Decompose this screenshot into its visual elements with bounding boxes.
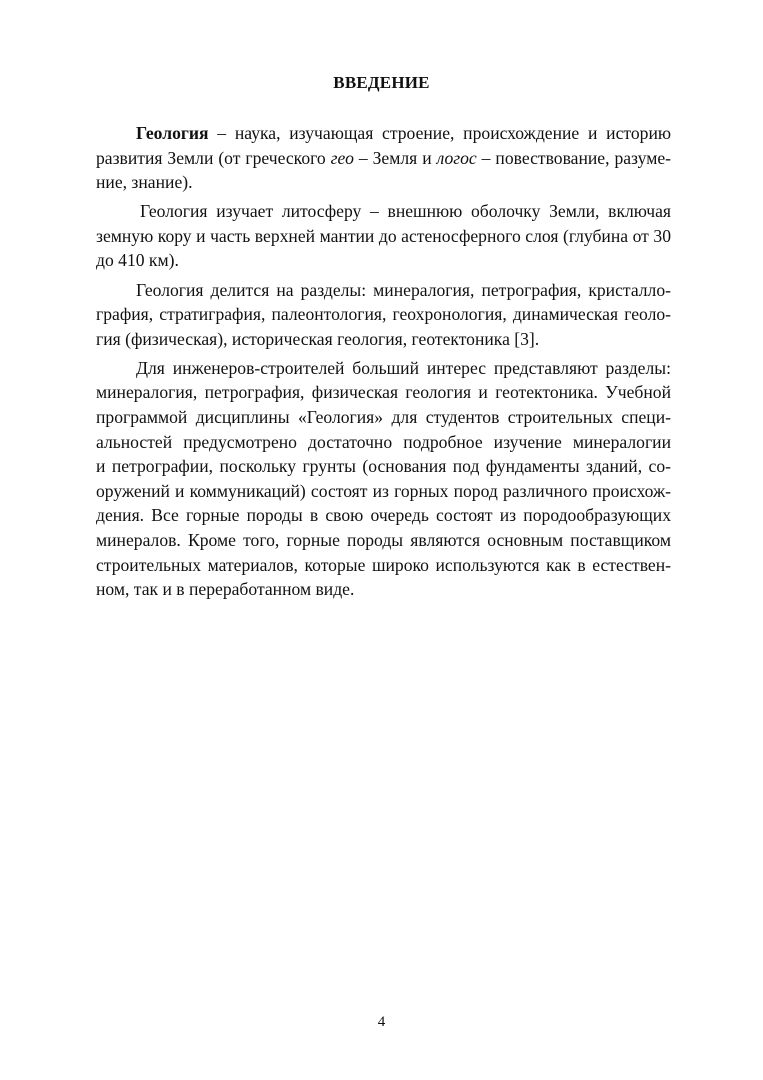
- paragraph-line: программой дисциплины «Геология» для студентов строительных специ-: [96, 407, 671, 428]
- term-italic: логос: [436, 147, 477, 168]
- paragraph-line: ном, так и в переработанном виде.: [96, 579, 355, 600]
- paragraph-line: минералов. Кроме того, горные породы являются основным поставщиком: [96, 530, 671, 550]
- paragraph-line: дения. Все горные породы в свою очередь состоят из породообразующих: [96, 505, 671, 526]
- paragraph-4: [96, 356, 671, 602]
- paragraph-line: и петрографии, поскольку грунты (основания под фундаменты зданий, со-: [96, 456, 671, 477]
- paragraph-line: Геология изучает литосферу – внешнюю оболочку Земли, включая: [140, 201, 671, 222]
- paragraph-line: Геология делится на разделы: минералогия, петрография, кристалло-: [136, 279, 671, 300]
- paragraph-line: Для инженеров-строителей больший интерес представляют разделы:: [136, 357, 671, 378]
- paragraph-line: ние, знание).: [96, 172, 193, 193]
- paragraph-line: до 410 км).: [96, 250, 179, 271]
- page-title: ВВЕДЕНИЕ: [333, 73, 430, 92]
- paragraph-line: графия, стратиграфия, палеонтология, геохронология, динамическая геоло-: [96, 304, 671, 325]
- paragraph-line: минералогия, петрография, физическая геология и геотектоника. Учебной: [96, 382, 671, 403]
- term-italic: гео: [330, 147, 354, 168]
- page-number: 4: [377, 1014, 386, 1030]
- paragraph-line: строительных материалов, которые широко используются как в естествен-: [96, 554, 671, 575]
- paragraph-line: развития Земли (от греческого гео – Земля и логос – повествование, разуме-: [96, 147, 672, 168]
- paragraph-line: земную кору и часть верхней мантии до астеносферного слоя (глубина от 30: [96, 225, 671, 246]
- body-text: [96, 121, 671, 602]
- paragraph-3: [96, 278, 671, 352]
- paragraph-line: гия (физическая), историческая геология, геотектоника [3].: [96, 328, 540, 349]
- term-bold: Геология: [136, 123, 209, 143]
- paragraph-line: Геология – наука, изучающая строение, происхождение и историю: [136, 123, 671, 143]
- paragraph-line: альностей предусмотрено достаточно подробное изучение минералогии: [96, 431, 671, 452]
- paragraph-1: [96, 121, 671, 195]
- paragraph-2: [96, 199, 671, 273]
- paragraph-line: оружений и коммуникаций) состоят из горных пород различного происхож-: [96, 480, 671, 501]
